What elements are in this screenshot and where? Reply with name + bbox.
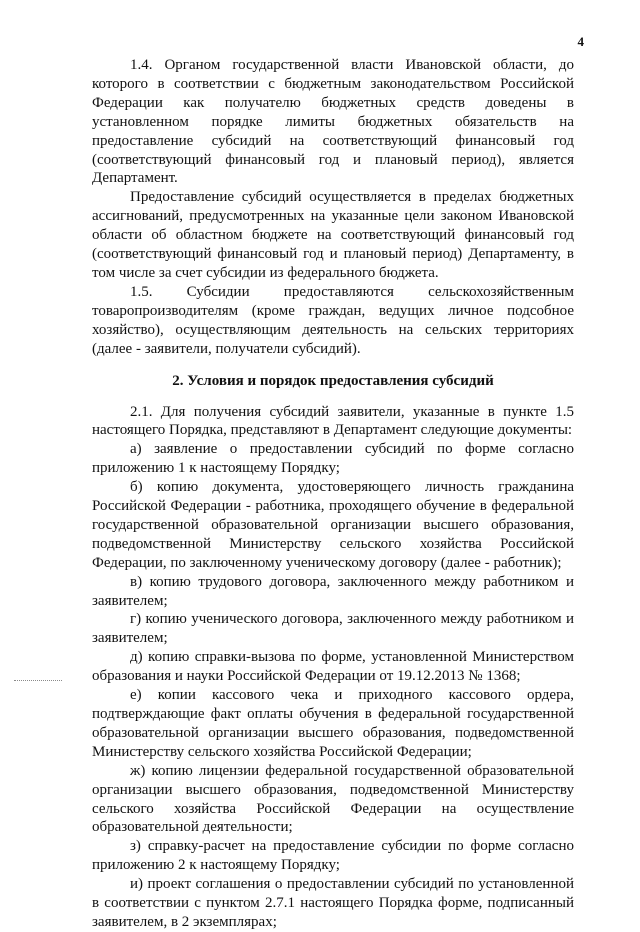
list-item-b: б) копию документа, удостоверяющего личность гражданина Российской Федерации - работника, проходящего обучение в федеральной государственной образовательной организации высшего образования, подведомственной Министерству сельского хозяйства Российской Федерации, по заключенному ученическому договору (далее - работник); — [92, 479, 574, 571]
paragraph-1-5: 1.5. Субсидии предоставляются сельскохозяйственным товаропроизводителям (кроме граждан, ведущих личное подсобное хозяйство), осуществляющим деятельность на сельских территориях (далее - заявители, получатели субсидий). — [92, 283, 574, 357]
paragraph-2-1: 2.1. Для получения субсидий заявители, указанные в пункте 1.5 настоящего Порядка, представляют в Департамент следующие документы: — [92, 403, 574, 439]
list-item-zh: ж) копию лицензии федеральной государственной образовательной организации высшего образования, подведомственной Министерству сельского хозяйства Российской Федерации на осуществление образовательной деятельности; — [92, 762, 574, 836]
section-heading: 2. Условия и порядок предоставления субсидий — [172, 372, 494, 389]
document-body — [92, 56, 574, 932]
page-number: 4 — [577, 34, 584, 49]
list-item-g: г) копию ученического договора, заключенного между работником и заявителем; — [92, 611, 574, 647]
paragraph-1-4: 1.4. Органом государственной власти Ивановской области, до которого в соответствии с бюджетным законодательством Российской Федерации как получателю бюджетных средств доведены в установленном порядке лимиты бюджетных обязательств на предоставление субсидий на соответствующий финансовый год (соответствующий финансовый год и плановый период), является Департамент. — [92, 57, 574, 187]
list-item-d: д) копию справки-вызова по форме, установленной Министерством образования и науки Российской Федерации от 19.12.2013 № 1368; — [92, 649, 574, 685]
list-item-a: а) заявление о предоставлении субсидий по форме согласно приложению 1 к настоящему Порядку; — [92, 441, 574, 477]
list-item-v: в) копию трудового договора, заключенного между работником и заявителем; — [92, 573, 574, 609]
margin-mark — [14, 680, 62, 681]
list-item-i: и) проект соглашения о предоставлении субсидий по установленной в соответствии с пунктом 2.7.1 настоящего Порядка форме, подписанный заявителем, в 2 экземплярах; — [92, 876, 574, 930]
list-item-z: з) справку-расчет на предоставление субсидии по форме согласно приложению 2 к настоящему Порядку; — [92, 838, 574, 874]
paragraph-budget-allocations: Предоставление субсидий осуществляется в пределах бюджетных ассигнований, предусмотренных на указанные цели законом Ивановской области об областном бюджете на соответствующий финансовый год (соответствующий финансовый год и плановый период) Департаменту, в том числе за счет субсидии из федерального бюджета. — [92, 189, 574, 281]
list-item-e: е) копии кассового чека и приходного кассового ордера, подтверждающие факт оплаты обучения в федеральной государственной образовательной организации высшего образования, подведомственной Министерству сельского хозяйства Российской Федерации; — [92, 687, 574, 760]
